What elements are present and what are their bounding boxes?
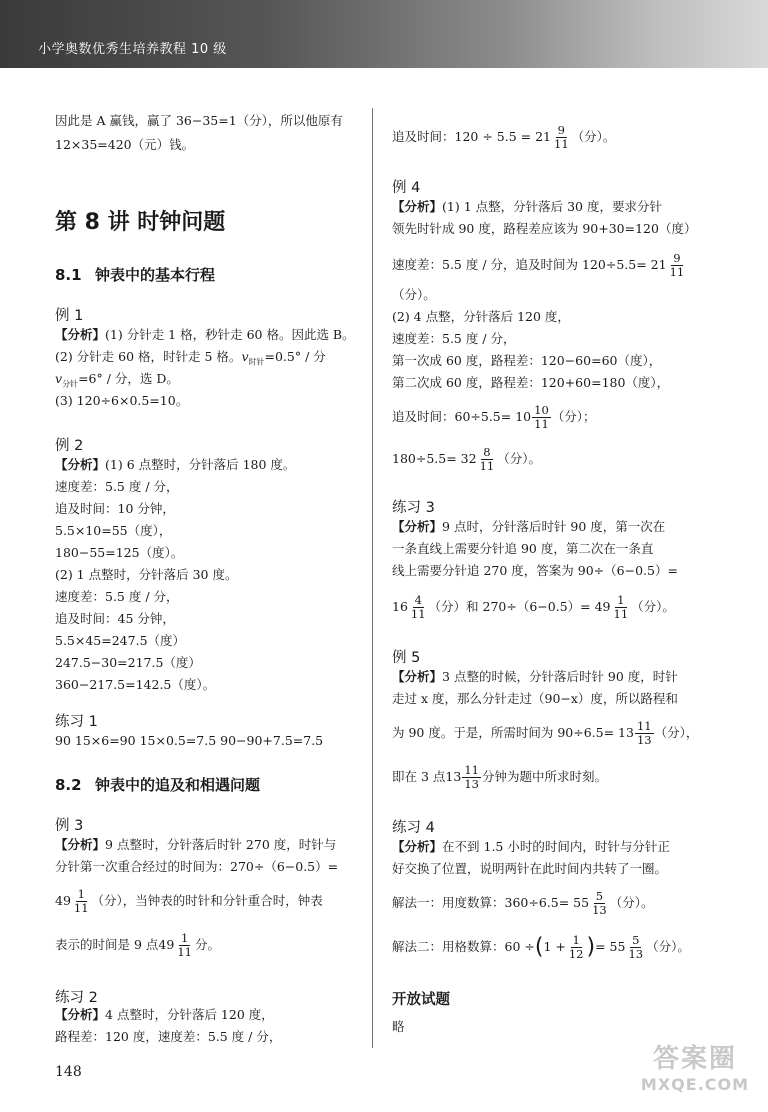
- section-title: 钟表中的基本行程: [95, 266, 216, 284]
- ex2-line: 速度差：5.5 度 / 分，: [55, 589, 179, 604]
- ex4-line-8: 第二次成 60 度，路程差：120+60=180（度），: [392, 375, 670, 390]
- fraction: $\frac{1}{11}$: [73, 887, 89, 915]
- ex1-line-3: $v_{分针}=6^\circ$ / 分，选 D。: [55, 371, 179, 389]
- ex4-line-2: 领先时针成 90 度，路程差应该为 90+30=120（度）: [392, 221, 697, 236]
- section-title: 钟表中的追及和相遇问题: [95, 776, 261, 794]
- fraction: $\frac{1}{12}$: [568, 933, 584, 961]
- pr4-line-1: 【分析】在不到 1.5 小时的时间内，时针与分针正: [392, 839, 670, 854]
- intro-line-1: 因此是 A 赢钱，赢了 36−35=1（分），所以他原有: [55, 113, 343, 128]
- ex2-line: 360−217.5=142.5（度）。: [55, 677, 216, 692]
- fraction: $\frac{8}{11}$: [479, 445, 495, 473]
- ex4-line-3: 速度差：5.5 度 / 分，追及时间为 120÷5.5= 21 $\frac{9}{11}$: [392, 251, 685, 279]
- fraction: $\frac{5}{13}$: [628, 933, 644, 961]
- ex4-line-1: 【分析】(1) 1 点整，分针落后 30 度，要求分针: [392, 199, 662, 214]
- ex2-line: 5.5×45=247.5（度）: [55, 633, 186, 648]
- section-8-1-heading: [55, 264, 215, 285]
- ex1-line-1: 【分析】(1) 分针走 1 格，秒针走 60 格。因此选 B。: [55, 327, 355, 342]
- open-questions-title: 开放试题: [392, 992, 450, 1008]
- fraction: $\frac{4}{11}$: [410, 593, 426, 621]
- ex5-line-3: 为 90 度。于是，所需时间为 90÷6.5= 13 $\frac{11}{13}$ （分），: [392, 719, 699, 747]
- ex4-line-9: 追及时间：60÷5.5= 10 $\frac{10}{11}$ （分）；: [392, 403, 596, 431]
- ex2-line: 180−55=125（度）。: [55, 545, 184, 560]
- ex5-line-1: 【分析】3 点整的时候，分针落后时针 90 度，时针: [392, 669, 678, 684]
- ex2-line: 追及时间：45 分钟，: [55, 611, 175, 626]
- ex2-line: 5.5×10=55（度），: [55, 523, 172, 538]
- ex4-line-6: 速度差：5.5 度 / 分，: [392, 331, 516, 346]
- watermark-logo: 答案圈 MXQE.COM: [640, 1044, 750, 1094]
- pr4-line-3: 解法一：用度数算：360÷6.5= 55 $\frac{5}{13}$ （分）。: [392, 889, 654, 917]
- column-divider: [372, 108, 373, 1048]
- page-number: 148: [55, 1064, 82, 1080]
- pr2-line-2: 路程差：120 度，速度差：5.5 度 / 分，: [55, 1029, 282, 1044]
- practice-2-title: 练习 2: [55, 990, 98, 1006]
- section-number: 8.1: [55, 266, 82, 284]
- ex3-line-4: 表示的时间是 9 点49 $\frac{1}{11}$ 分。: [55, 931, 220, 959]
- practice-4-title: 练习 4: [392, 820, 435, 836]
- pr2-line-1: 【分析】4 点整时，分针落后 120 度，: [55, 1007, 274, 1022]
- intro-line-2: 12×35=420（元）钱。: [55, 137, 195, 152]
- fraction: $\frac{10}{11}$: [534, 403, 549, 431]
- open-questions-body: 略: [392, 1019, 405, 1034]
- fraction: $\frac{9}{11}$: [669, 251, 685, 279]
- pr3-line-1: 【分析】9 点时，分针落后时针 90 度，第一次在: [392, 519, 666, 534]
- ex2-line: 追及时间：10 分钟，: [55, 501, 175, 516]
- ex2-line: (2) 1 点整时，分针落后 30 度。: [55, 567, 238, 582]
- ex2-line: 速度差：5.5 度 / 分，: [55, 479, 179, 494]
- section-8-2-heading: [55, 774, 260, 795]
- example-4-title: 例 4: [392, 180, 421, 196]
- section-number: 8.2: [55, 776, 82, 794]
- example-1-title: 例 1: [55, 308, 84, 324]
- fraction: $\frac{11}{13}$: [636, 719, 652, 747]
- ex5-line-4: 即在 3 点13 $\frac{11}{13}$ 分钟为题中所求时刻。: [392, 763, 607, 791]
- practice-1-title: 练习 1: [55, 714, 98, 730]
- pr3-line-2: 一条直线上需要分针追 90 度，第二次在一条直: [392, 541, 654, 556]
- ex4-line-10: 180÷5.5= 32 $\frac{8}{11}$ （分）。: [392, 445, 541, 473]
- ex4-line-4: （分）。: [392, 287, 436, 302]
- chapter-title: 第 8 讲 时钟问题: [55, 210, 226, 235]
- pr3-line-4: 16 $\frac{4}{11}$ （分）和 270÷（6−0.5）= 49 $\frac{1}{11}$ （分）。: [392, 593, 675, 621]
- example-5-title: 例 5: [392, 650, 421, 666]
- ex3-line-3: 49 $\frac{1}{11}$ （分），当钟表的时针和分针重合时，钟表: [55, 887, 323, 915]
- pr3-line-3: 线上需要分针追 270 度，答案为 90÷（6−0.5）=: [392, 563, 678, 578]
- example-3-title: 例 3: [55, 818, 84, 834]
- ex2-line: 247.5−30=217.5（度）: [55, 655, 201, 670]
- ex1-line-4: (3) 120÷6×0.5=10。: [55, 393, 189, 408]
- pr4-line-2: 好交换了位置，说明两针在此时间内共转了一圈。: [392, 861, 668, 876]
- fraction: $\frac{5}{13}$: [592, 889, 607, 917]
- fraction: $\frac{9}{11}$: [554, 123, 569, 151]
- example-2-title: 例 2: [55, 438, 84, 454]
- practice-3-title: 练习 3: [392, 500, 435, 516]
- ex3-line-1: 【分析】9 点整时，分针落后时针 270 度，时针与: [55, 837, 337, 852]
- fraction: $\frac{1}{11}$: [613, 593, 629, 621]
- ex3-line-2: 分针第一次重合经过的时间为：270÷（6−0.5）=: [55, 859, 339, 874]
- book-title: 小学奥数优秀生培养教程 10 级: [38, 42, 227, 57]
- fraction: $\frac{1}{11}$: [177, 931, 192, 959]
- ex4-line-5: (2) 4 点整，分针落后 120 度，: [392, 309, 570, 324]
- ex2-line-1: 【分析】(1) 6 点整时，分针落后 180 度。: [55, 457, 296, 472]
- ex4-line-7: 第一次成 60 度，路程差：120−60=60（度），: [392, 353, 662, 368]
- ex5-line-2: 走过 x 度，那么分针走过（90−x）度，所以路程和: [392, 691, 678, 706]
- header-band: [0, 0, 768, 68]
- fraction: $\frac{11}{13}$: [464, 763, 479, 791]
- pr4-line-4: 解法二：用格数算：60 ÷(1 + $\frac{1}{12}$ )= 55 $\frac{5}{13}$ （分）。: [392, 933, 690, 961]
- ex1-line-2: (2) 分针走 60 格，时针走 5 格。$v_{时针}=0.5^\circ$ / 分: [55, 349, 326, 367]
- chase-time-line: 追及时间：120 ÷ 5.5 = 21 $\frac{9}{11}$ （分）。: [392, 123, 616, 151]
- practice-1-line: 90 15×6=90 15×0.5=7.5 90−90+7.5=7.5: [55, 733, 324, 748]
